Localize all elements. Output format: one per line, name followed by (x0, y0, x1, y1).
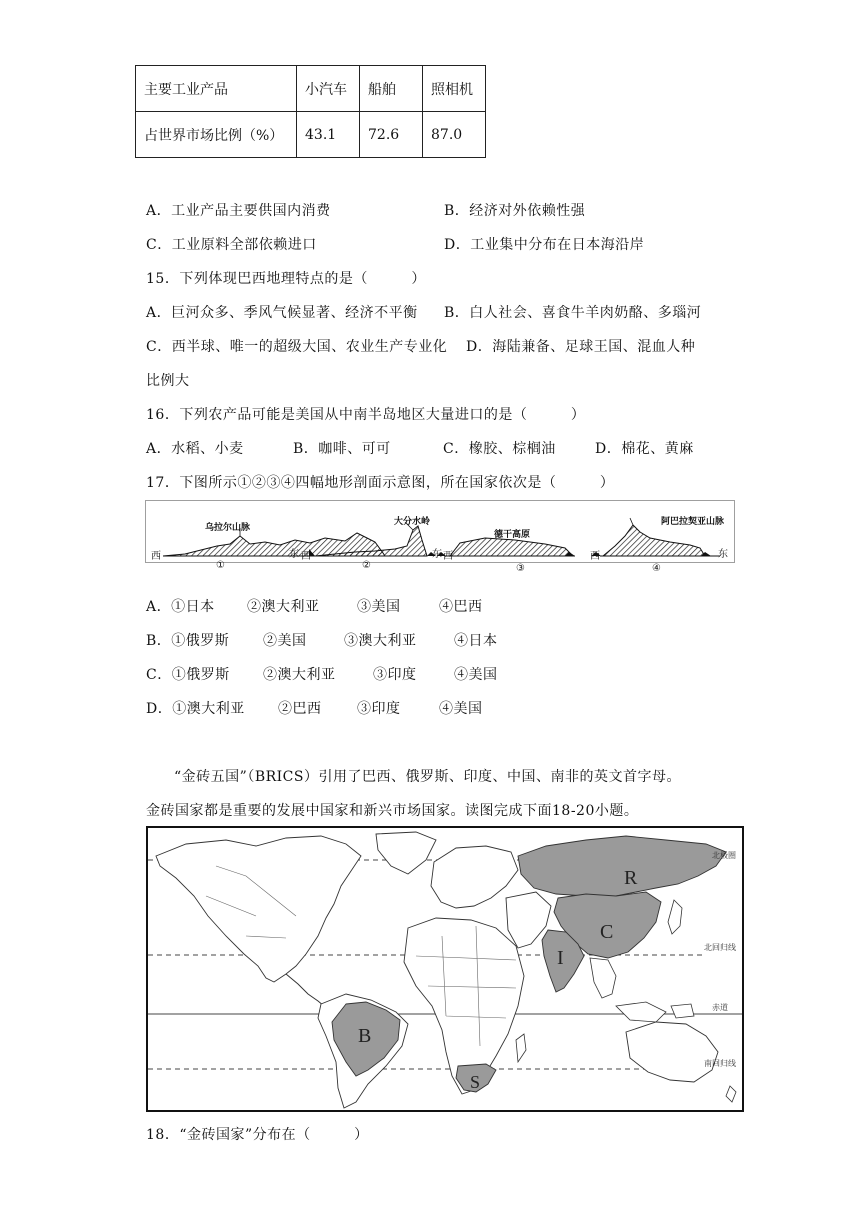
option-c: C．工业原料全部依赖进口 (146, 237, 317, 253)
question-16: 16．下列农产品可能是美国从中南半岛地区大量进口的是（ ） (146, 407, 586, 423)
table-cell: 占世界市场比例（%） (136, 112, 297, 158)
table-cell: 小汽车 (297, 66, 360, 112)
profile-3-label: 德干高原 (494, 530, 531, 540)
option-a-4: ④巴西 (439, 599, 483, 615)
option-d-1: D．①澳大利亚 (146, 701, 245, 717)
option-a: A．巨河众多、季风气候显著、经济不平衡 (146, 305, 418, 321)
terrain-profiles-figure (145, 500, 735, 578)
profile-1-number: ① (216, 560, 225, 571)
table-cell: 照相机 (423, 66, 486, 112)
east-label: 东 (432, 549, 442, 560)
option-d-2: ②巴西 (278, 701, 322, 717)
option-a-3: ③美国 (357, 599, 401, 615)
option-c-3: ③印度 (373, 667, 417, 683)
question-17: 17．下图所示①②③④四幅地形剖面示意图，所在国家依次是（ ） (146, 475, 615, 491)
west-label: 西 (301, 551, 311, 562)
table-row (136, 112, 486, 158)
china-letter: C (600, 921, 614, 943)
west-label: 西 (590, 551, 600, 562)
option-c: C．橡胶、棕榈油 (443, 441, 556, 457)
option-b-2: ②美国 (263, 633, 307, 649)
question-18: 18．“金砖国家”分布在（ ） (146, 1127, 369, 1143)
table-cell: 72.6 (360, 112, 423, 158)
option-b-4: ④日本 (454, 633, 498, 649)
option-a: A．工业产品主要供国内消费 (146, 203, 331, 219)
profile-3-number: ③ (516, 563, 525, 574)
option-b: B．白人社会、喜食牛羊肉奶酪、多瑙河 (444, 305, 702, 321)
world-map (146, 826, 744, 1112)
table-row (136, 66, 486, 112)
profile-1-label: 乌拉尔山脉 (205, 523, 251, 533)
option-b-3: ③澳大利亚 (344, 633, 417, 649)
west-label: 西 (151, 551, 161, 562)
option-b: B．经济对外依赖性强 (444, 203, 586, 219)
option-c-4: ④美国 (454, 667, 498, 683)
option-d: D．工业集中分布在日本海沿岸 (444, 237, 645, 253)
table-cell: 87.0 (423, 112, 486, 158)
industry-table (135, 65, 486, 158)
profile-4-shape (603, 525, 705, 556)
intro-line-1: “金砖五国”（BRICS）引用了巴西、俄罗斯、印度、中国、南非的英文首字母。 (174, 769, 681, 785)
option-a-1: A．①日本 (146, 599, 215, 615)
table-cell: 43.1 (297, 112, 360, 158)
option-c-1: C．①俄罗斯 (146, 667, 230, 683)
option-c-2: ②澳大利亚 (263, 667, 336, 683)
brazil-letter: B (358, 1025, 372, 1047)
south-africa-letter: S (470, 1072, 481, 1092)
table-cell: 船舶 (360, 66, 423, 112)
india-letter: I (557, 947, 564, 969)
option-b: B．咖啡、可可 (293, 441, 391, 457)
arctic-circle-label: 北极圈 (712, 851, 736, 860)
question-15: 15．下列体现巴西地理特点的是（ ） (146, 271, 426, 287)
east-label: 东 (718, 549, 728, 560)
option-d: D．海陆兼备、足球王国、混血人种 (466, 339, 696, 355)
option-a-2: ②澳大利亚 (247, 599, 320, 615)
profile-3-shape (450, 538, 573, 556)
west-label: 西 (443, 551, 453, 562)
option-d: D．棉花、黄麻 (595, 441, 694, 457)
intro-line-2: 金砖国家都是重要的发展中国家和新兴市场国家。读图完成下面18-20小题。 (146, 803, 639, 819)
profile-4-label: 阿巴拉契亚山脉 (661, 517, 725, 527)
option-a: A．水稻、小麦 (146, 441, 244, 457)
profile-2-label: 大分水岭 (394, 517, 431, 527)
option-d-4: ④美国 (439, 701, 483, 717)
east-label: 东 (289, 549, 299, 560)
profile-4-number: ④ (652, 563, 661, 574)
tropic-of-cancer-label: 北回归线 (704, 943, 736, 952)
option-b-1: B．①俄罗斯 (146, 633, 230, 649)
option-d-3: ③印度 (357, 701, 401, 717)
russia-letter: R (624, 867, 638, 889)
equator-label: 赤道 (712, 1003, 728, 1012)
profile-2-number: ② (362, 560, 371, 571)
table-cell: 主要工业产品 (136, 66, 297, 112)
option-d-continued: 比例大 (146, 373, 190, 389)
tropic-of-capricorn-label: 南回归线 (704, 1059, 736, 1068)
option-c: C．西半球、唯一的超级大国、农业生产专业化 (146, 339, 448, 355)
